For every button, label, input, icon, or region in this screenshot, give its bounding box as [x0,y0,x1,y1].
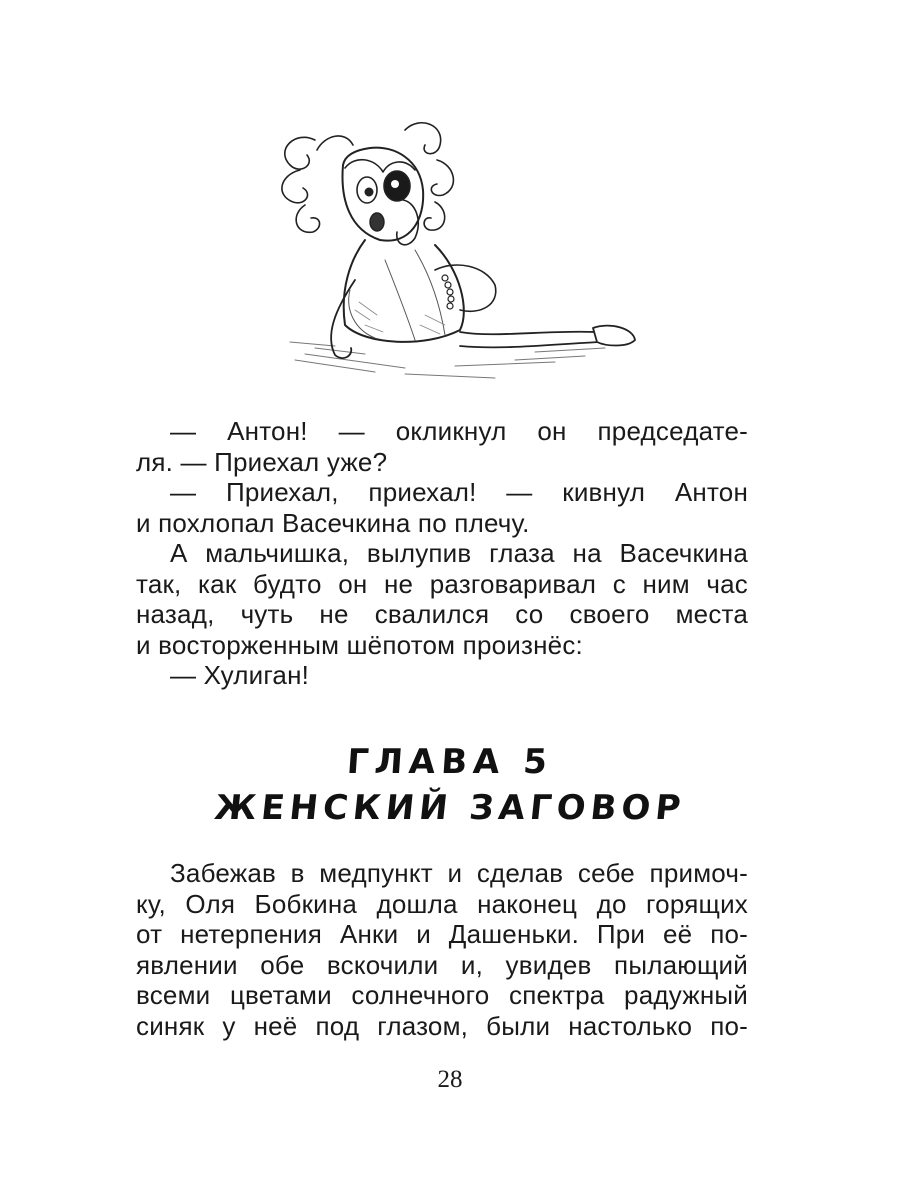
paragraph-block-bottom [136,858,748,1041]
chapter-number: ГЛАВА 5 [345,742,555,782]
text-line: Забежав в медпункт и сделав себе примоч- [170,858,748,888]
text-line: ку, Оля Бобкина дошла наконец до горящих [136,888,748,919]
text-line: — Антон! — окликнул он председате- [170,416,748,446]
page-number: 28 [437,1066,463,1093]
text-line: синяк у неё под глазом, были настолько по- [136,1010,748,1041]
text-line: назад, чуть не свалился со своего места [136,599,748,629]
text-line: А мальчишка, вылупив глаза на Васечкина [170,538,748,568]
chapter-title: ЖЕНСКИЙ ЗАГОВОР [212,788,688,828]
text-line: ля. — Приехал уже? [136,446,388,477]
girl-illustration [255,110,645,385]
text-line: — Приехал, приехал! — кивнул Антон [170,477,748,507]
text-line: так, как будто он не разговаривал с ним час [136,568,748,599]
text-line: всеми цветами солнечного спектра радужный [136,980,748,1010]
text-line: явлении обе вскочили и, увидев пылающий [136,949,748,980]
paragraph-block-top [136,416,748,691]
text-line: и восторженным шёпотом произнёс: [136,629,583,660]
text-line: от нетерпения Анки и Дашеньки. При её по- [136,919,748,949]
text-line: — Хулиган! [170,660,310,690]
text-line: и похлопал Васечкина по плечу. [136,507,530,538]
